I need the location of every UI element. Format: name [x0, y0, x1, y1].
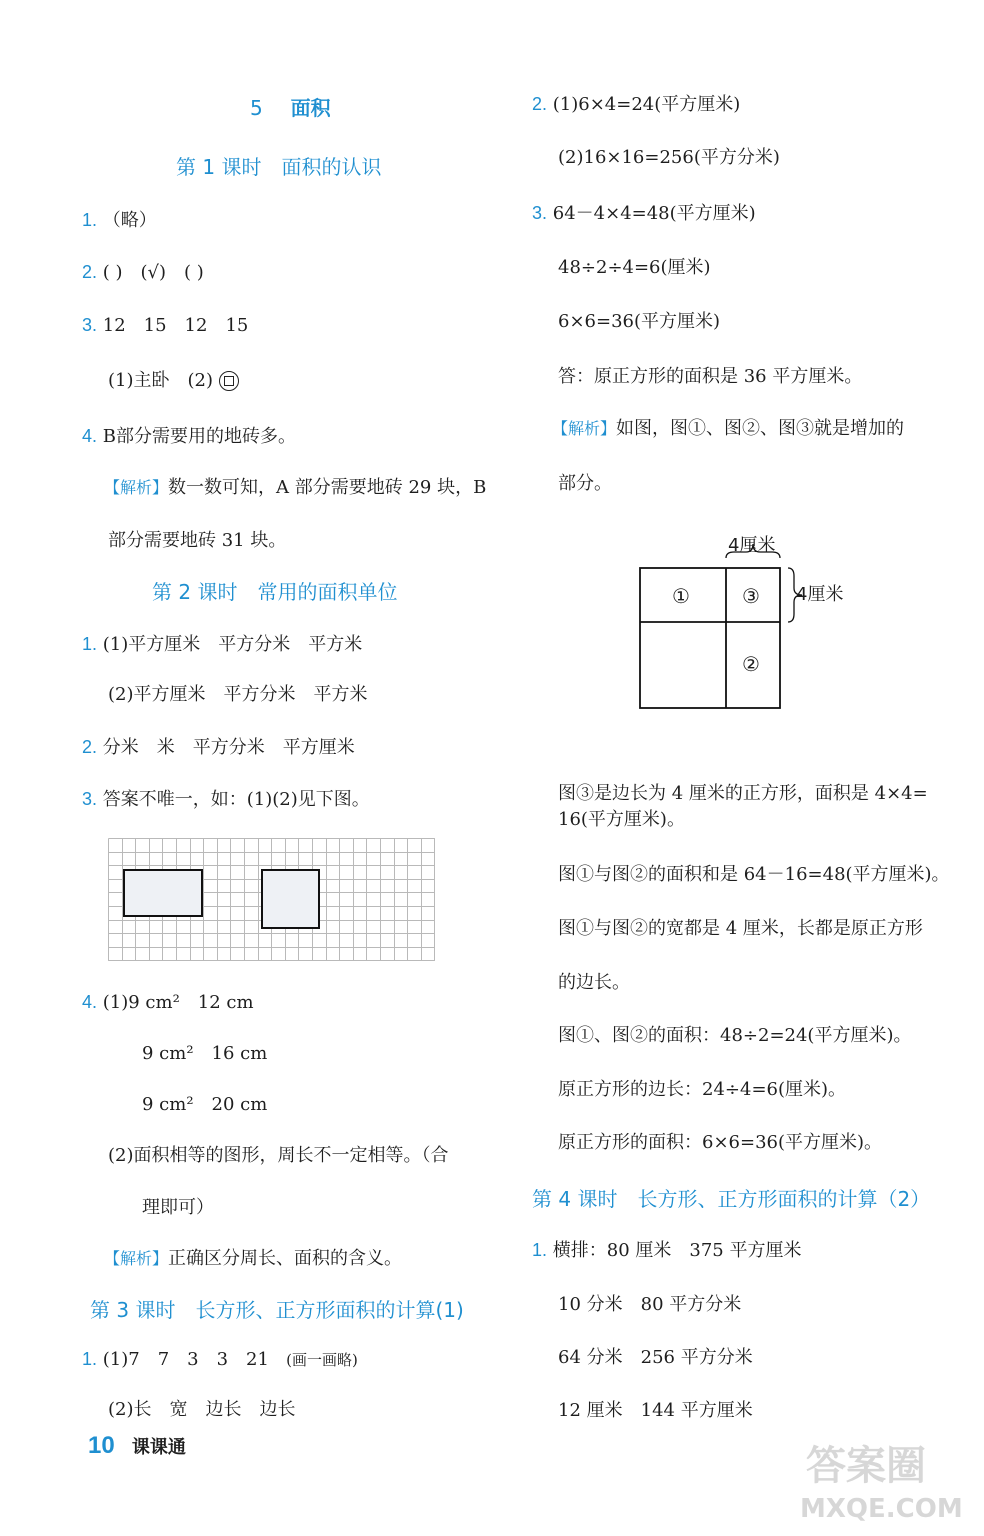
- l1-q1: [82, 208, 157, 233]
- q-text: 横排：80 厘米 375 平方厘米: [552, 1240, 802, 1261]
- r-q3-line4: 答：原正方形的面积是 36 平方厘米。: [558, 366, 863, 387]
- q-text: 答案不唯一，如：(1)(2)见下图。: [102, 789, 370, 810]
- q-text: (1)平方厘米 平方分米 平方米: [102, 634, 363, 655]
- analysis-tag: 【解析】: [104, 478, 169, 497]
- l1-q2: [82, 260, 204, 285]
- top-label: 4厘米: [728, 535, 776, 556]
- chapter-title: 面积: [290, 96, 331, 120]
- q-number: 3.: [532, 203, 548, 223]
- watermark-logo: 答案圈: [806, 1443, 926, 1489]
- lesson4-heading: 第 4 课时 长方形、正方形面积的计算（2）: [532, 1187, 931, 1211]
- l2-q4: [82, 990, 254, 1015]
- q-number: 2.: [82, 262, 98, 282]
- q-text: （略）: [102, 210, 157, 231]
- r-q3-line2: 48÷2÷4=6(厘米): [558, 257, 711, 278]
- r-analysis-cont: 部分。: [558, 473, 612, 494]
- q-text: (1)7 7 3 3 21: [102, 1349, 269, 1370]
- r-analysis: [552, 417, 904, 441]
- region-3-label: ③: [742, 584, 760, 608]
- analysis-text: 数一数可知，A 部分需要地砖 29 块，B: [168, 477, 487, 498]
- l1-analysis-cont: 部分需要地砖 31 块。: [108, 530, 287, 551]
- q-text: 64－4×4=48(平方厘米): [552, 203, 756, 224]
- q-text: B部分需要用的地砖多。: [102, 426, 296, 447]
- r-q3: [532, 201, 756, 226]
- r-q3-line3: 6×6=36(平方厘米): [558, 311, 721, 332]
- lesson3-heading: 第 3 课时 长方形、正方形面积的计算(1): [90, 1298, 464, 1322]
- l2-q4-line5: 理即可）: [142, 1197, 214, 1218]
- circle-square-icon: [219, 371, 239, 391]
- region-2-label: ②: [742, 652, 760, 676]
- analysis-text: 正确区分周长、面积的含义。: [168, 1248, 403, 1269]
- q-number: 3.: [82, 789, 98, 809]
- lesson2-heading: 第 2 课时 常用的面积单位: [152, 580, 398, 604]
- q-number: 4.: [82, 992, 98, 1012]
- q-text: (1)9 cm² 12 cm: [102, 992, 254, 1013]
- chapter-heading: [250, 96, 331, 120]
- l3-q1: [82, 1347, 358, 1372]
- exp-line5: 的边长。: [558, 972, 630, 993]
- q-number: 2.: [532, 94, 548, 114]
- side-label: 4厘米: [796, 584, 844, 605]
- watermark-url: MXQE.COM: [800, 1494, 963, 1524]
- l2-q4-line3: 9 cm² 20 cm: [142, 1094, 268, 1115]
- exp-line6: 图①、图②的面积：48÷2=24(平方厘米)。: [558, 1025, 912, 1046]
- l4-q1: [532, 1238, 801, 1263]
- q-text: 分米 米 平方分米 平方厘米: [102, 737, 355, 758]
- chapter-number: 5: [250, 96, 263, 120]
- l2-q3: [82, 787, 370, 812]
- l2-q4-line2: 9 cm² 16 cm: [142, 1043, 268, 1064]
- area-diagram: [612, 530, 872, 720]
- l4-q1-line2: 10 分米 80 平方分米: [558, 1294, 742, 1315]
- l2-q4-line4: (2)面积相等的图形，周长不一定相等。（合: [108, 1145, 449, 1166]
- analysis-tag: 【解析】: [552, 419, 617, 438]
- exp-line2: 16(平方厘米)。: [558, 809, 685, 830]
- l3-q1-line2: (2)长 宽 边长 边长: [108, 1399, 296, 1420]
- q-number: 1.: [82, 634, 98, 654]
- l2-analysis: [104, 1247, 402, 1271]
- diagram-lines: [612, 530, 872, 720]
- l2-q1-line2: (2)平方厘米 平方分米 平方米: [108, 684, 368, 705]
- l4-q1-line3: 64 分米 256 平方分米: [558, 1347, 753, 1368]
- l2-q1: [82, 632, 362, 657]
- q-number: 1.: [82, 1349, 98, 1369]
- page-number: 10: [88, 1432, 115, 1459]
- q-note: (画一画略): [286, 1351, 358, 1369]
- analysis-tag: 【解析】: [104, 1249, 169, 1268]
- grid-figure: [108, 838, 436, 962]
- region-1-label: ①: [672, 584, 690, 608]
- q-text: 12 15 12 15: [102, 315, 249, 336]
- q-number: 3.: [82, 315, 98, 335]
- exp-line7: 原正方形的边长：24÷4=6(厘米)。: [558, 1079, 847, 1100]
- q-number: 1.: [82, 210, 98, 230]
- exp-line8: 原正方形的面积：6×6=36(平方厘米)。: [558, 1132, 883, 1153]
- q-number: 1.: [532, 1240, 548, 1260]
- exp-line1: 图③是边长为 4 厘米的正方形，面积是 4×4=: [558, 783, 928, 804]
- r-q2: [532, 92, 740, 117]
- l1-analysis: [104, 476, 486, 500]
- q-number: 2.: [82, 737, 98, 757]
- exp-line3: 图①与图②的面积和是 64－16=48(平方厘米)。: [558, 864, 950, 885]
- q-text: (1)6×4=24(平方厘米): [552, 94, 741, 115]
- exp-line4: 图①与图②的宽都是 4 厘米，长都是原正方形: [558, 918, 923, 939]
- rectangle-shape: [124, 870, 202, 916]
- footer: [88, 1434, 186, 1460]
- l2-q2: [82, 735, 355, 760]
- analysis-text: 如图，图①、图②、图③就是增加的: [616, 418, 905, 439]
- r-q2-line2: (2)16×16=256(平方分米): [558, 147, 780, 168]
- l1-q3-sub: [108, 369, 239, 393]
- square-shape: [262, 870, 319, 928]
- brand-name: 课课通: [131, 1437, 186, 1458]
- q-number: 4.: [82, 426, 98, 446]
- q-text: ( ) (√) ( ): [102, 262, 204, 283]
- l1-q4: [82, 424, 296, 449]
- q-text: (1)主卧 (2): [108, 370, 213, 391]
- lesson1-heading: 第 1 课时 面积的认识: [176, 155, 382, 179]
- l4-q1-line4: 12 厘米 144 平方厘米: [558, 1400, 753, 1421]
- l1-q3: [82, 313, 248, 338]
